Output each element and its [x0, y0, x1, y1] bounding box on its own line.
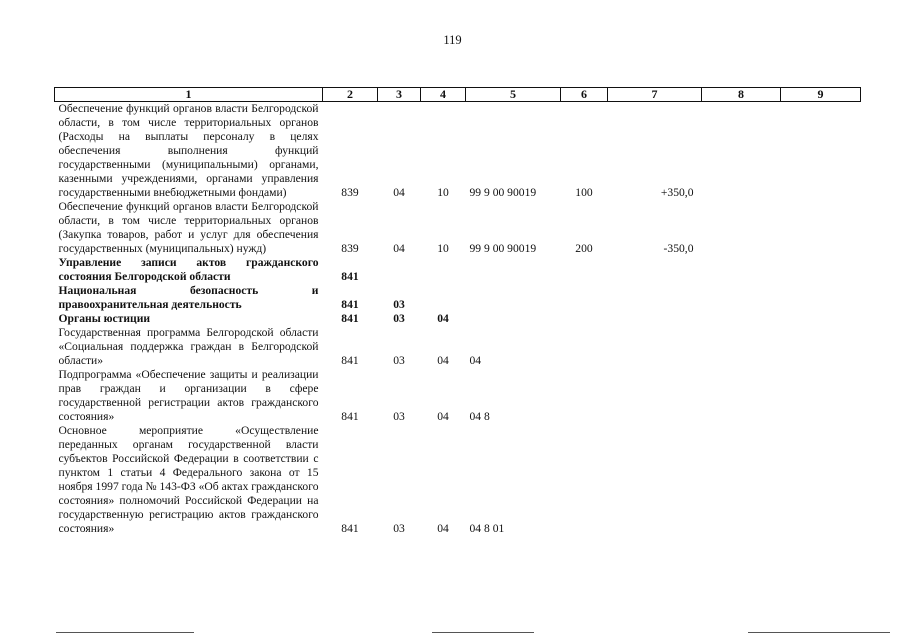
cell-amount [608, 424, 702, 536]
cell-expense-type [561, 326, 608, 368]
footer-rule [432, 632, 534, 633]
cell-subsection [421, 256, 466, 284]
cell-expense-type [561, 368, 608, 424]
cell-col-9 [781, 312, 861, 326]
footer-rule [748, 632, 890, 633]
cell-ministry-code: 841 [341, 410, 359, 423]
table-row [55, 312, 861, 326]
cell-col-8 [702, 326, 781, 368]
cell-col-9 [781, 368, 861, 424]
column-header: 9 [781, 88, 861, 102]
cell-expense-type: 200 [575, 242, 593, 255]
row-description: Обеспечение функций органов власти Белгородской области, в том числе территориальных органов (Расходы на выплаты персоналу в целях обеспечения выполнения функций государственными (муниципальными) органами, казенными учреждениями, органами управления государственными внебюджетными фондами) [58, 102, 319, 199]
budget-table [54, 87, 861, 536]
cell-target-article: 99 9 00 90019 [469, 242, 537, 255]
cell-subsection: 04 [437, 410, 449, 423]
cell-target-article [466, 256, 561, 284]
row-description: Подпрограмма «Обеспечение защиты и реализации прав граждан и организации в сфере государственной регистрации актов гражданского состояния» [58, 368, 319, 423]
cell-subsection: 04 [437, 312, 449, 325]
cell-section: 03 [393, 354, 405, 367]
table-row [55, 200, 861, 256]
cell-ministry-code: 841 [341, 354, 359, 367]
cell-col-8 [702, 368, 781, 424]
cell-ministry-code: 841 [341, 522, 359, 535]
cell-amount [608, 326, 702, 368]
row-description: Обеспечение функций органов власти Белгородской области, в том числе территориальных органов (Закупка товаров, работ и услуг для обеспечения государственных (муниципальных) нужд) [58, 200, 319, 255]
column-header: 4 [421, 88, 466, 102]
cell-col-8 [702, 312, 781, 326]
column-header: 6 [561, 88, 608, 102]
cell-section: 03 [393, 312, 405, 325]
table-row [55, 256, 861, 284]
column-header: 1 [55, 88, 323, 102]
cell-section: 04 [393, 186, 405, 199]
cell-ministry-code: 841 [341, 312, 359, 325]
cell-subsection: 04 [437, 354, 449, 367]
cell-section [378, 256, 421, 284]
cell-col-9 [781, 102, 861, 201]
table-row [55, 102, 861, 201]
cell-subsection [421, 284, 466, 312]
cell-target-article: 04 8 01 [469, 522, 505, 535]
cell-expense-type [561, 256, 608, 284]
cell-section: 03 [393, 522, 405, 535]
cell-ministry-code: 839 [341, 186, 359, 199]
column-header: 3 [378, 88, 421, 102]
column-header: 5 [466, 88, 561, 102]
cell-target-article: 99 9 00 90019 [469, 186, 537, 199]
cell-col-9 [781, 200, 861, 256]
cell-col-8 [702, 424, 781, 536]
cell-amount [608, 256, 702, 284]
cell-amount [608, 368, 702, 424]
cell-expense-type [561, 284, 608, 312]
cell-expense-type [561, 424, 608, 536]
table-row [55, 368, 861, 424]
cell-expense-type [561, 312, 608, 326]
cell-section: 04 [393, 242, 405, 255]
cell-col-9 [781, 326, 861, 368]
cell-expense-type: 100 [575, 186, 593, 199]
cell-ministry-code: 839 [341, 242, 359, 255]
row-description: Управление записи актов гражданского состояния Белгородской области [58, 256, 319, 283]
cell-col-8 [702, 284, 781, 312]
row-description: Национальная безопасность и правоохранительная деятельность [58, 284, 319, 311]
cell-subsection: 04 [437, 522, 449, 535]
cell-amount: +350,0 [660, 186, 694, 199]
cell-subsection: 10 [437, 186, 449, 199]
cell-col-9 [781, 284, 861, 312]
cell-ministry-code: 841 [341, 270, 359, 283]
table-header-row [55, 88, 861, 102]
cell-col-8 [702, 200, 781, 256]
cell-amount [608, 312, 702, 326]
row-description: Основное мероприятие «Осуществление переданных органам государственной власти субъектов Российской Федерации в соответствии с пунктом 1 статьи 4 Федерального закона от 15 ноября 1997 года № 143-ФЗ «Об актах гражданского состояния» полномочий Российской Федерации на государственную регистрацию актов гражданского состояния» [58, 424, 319, 535]
table-row [55, 284, 861, 312]
cell-target-article [466, 312, 561, 326]
cell-amount [608, 284, 702, 312]
cell-amount: -350,0 [663, 242, 694, 255]
cell-section: 03 [393, 410, 405, 423]
table-body [55, 102, 861, 537]
cell-col-8 [702, 102, 781, 201]
table-row [55, 424, 861, 536]
cell-col-8 [702, 256, 781, 284]
cell-target-article: 04 8 [469, 410, 490, 423]
row-description: Государственная программа Белгородской области «Социальная поддержка граждан в Белгородской области» [58, 326, 319, 367]
table-row [55, 326, 861, 368]
column-header: 8 [702, 88, 781, 102]
cell-ministry-code: 841 [341, 298, 359, 311]
page-number: 119 [443, 33, 462, 47]
cell-col-9 [781, 424, 861, 536]
column-header: 7 [608, 88, 702, 102]
footer-rule [56, 632, 194, 633]
cell-target-article: 04 [469, 354, 482, 367]
column-header: 2 [323, 88, 378, 102]
cell-target-article [466, 284, 561, 312]
cell-section: 03 [393, 298, 405, 311]
cell-col-9 [781, 256, 861, 284]
row-description: Органы юстиции [58, 312, 151, 325]
cell-subsection: 10 [437, 242, 449, 255]
